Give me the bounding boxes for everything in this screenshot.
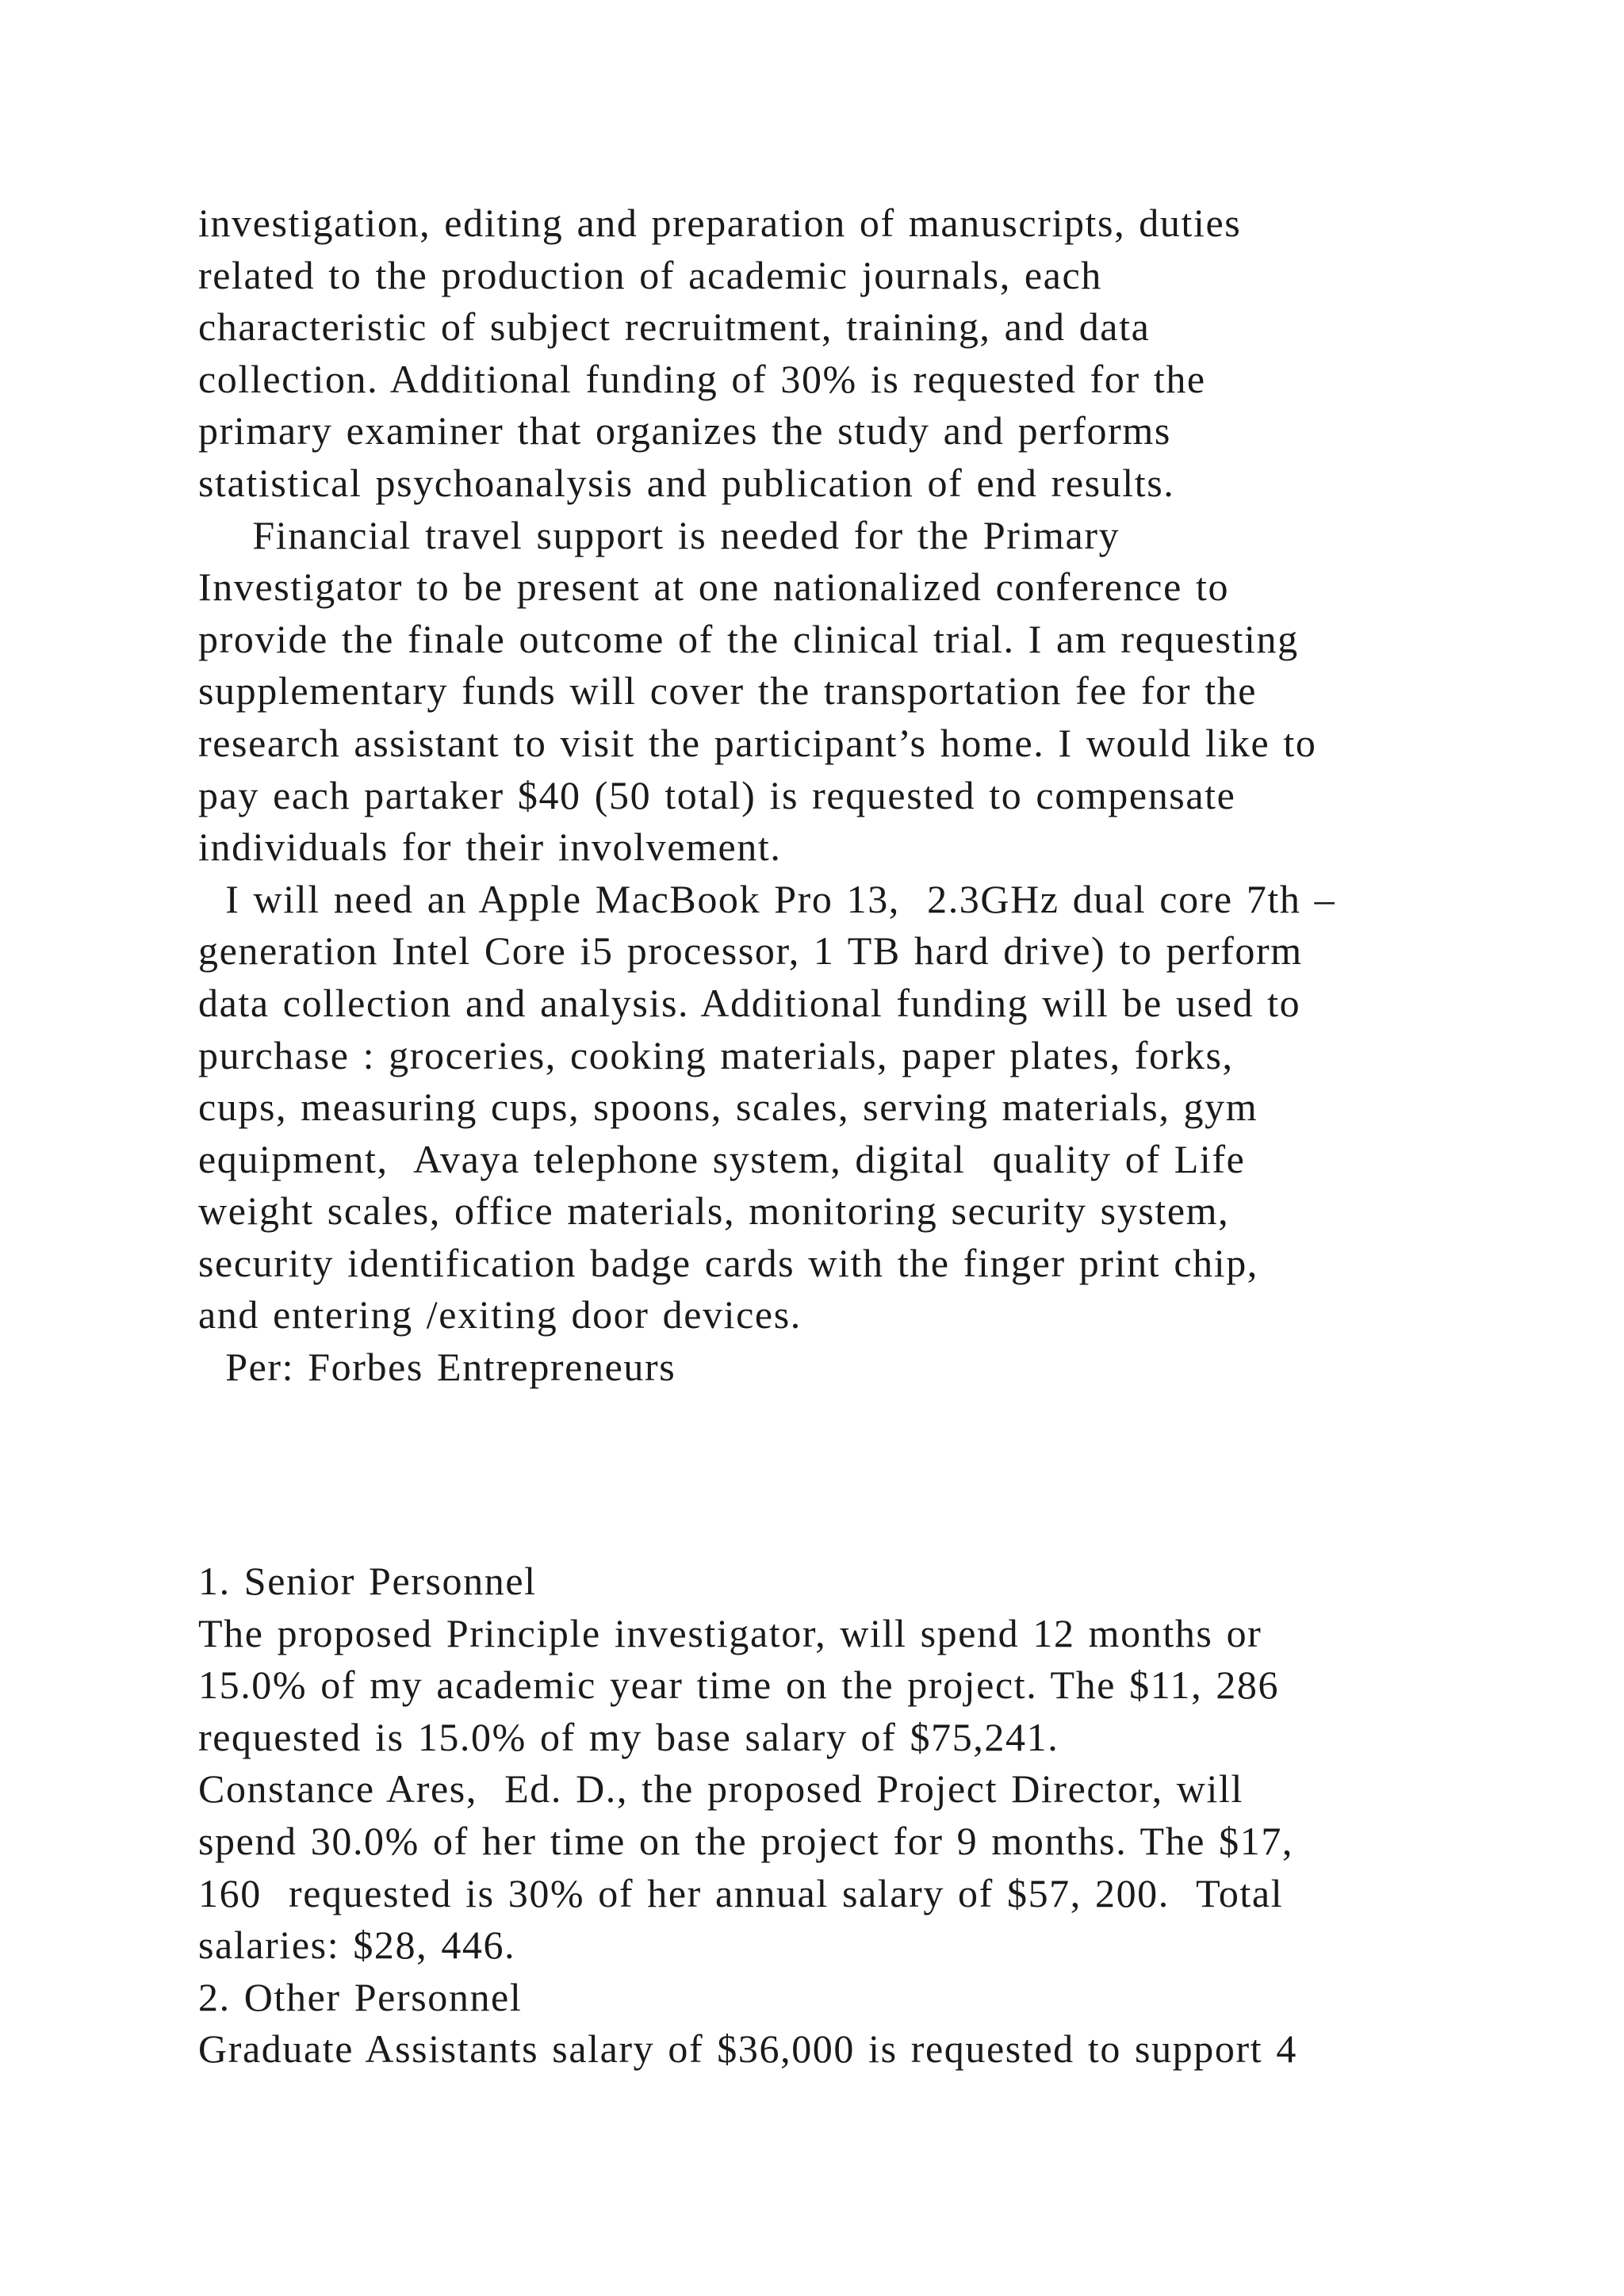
text-line: salaries: $28, 446. — [198, 1923, 516, 1968]
text-line: data collection and analysis. Additional funding will be used to — [198, 980, 1301, 1025]
text-line: Constance Ares, Ed. D., the proposed Project Director, will — [198, 1766, 1243, 1812]
text-line: equipment, Avaya telephone system, digital quality of Life — [198, 1136, 1246, 1181]
text-line: 160 requested is 30% of her annual salary of $57, 200. Total — [198, 1870, 1284, 1915]
text-line: purchase : groceries, cooking materials, paper plates, forks, — [198, 1032, 1234, 1077]
text-line: generation Intel Core i5 processor, 1 TB hard drive) to perform — [198, 928, 1303, 974]
text-line: pay each partaker $40 (50 total) is requested to compensate — [198, 772, 1236, 817]
text-line: The proposed Principle investigator, will spend 12 months or — [198, 1610, 1262, 1655]
text-line: provide the finale outcome of the clinical trial. I am requesting — [198, 616, 1299, 661]
text-line: weight scales, office materials, monitoring security system, — [198, 1188, 1230, 1234]
text-line: primary examiner that organizes the study and performs — [198, 408, 1171, 453]
text-line: related to the production of academic journals, each — [198, 252, 1102, 297]
section-heading-senior-personnel: 1. Senior Personnel — [198, 1559, 537, 1603]
personnel-section — [198, 1556, 1507, 2076]
text-line: security identification badge cards with the finger print chip, — [198, 1240, 1258, 1285]
text-line: spend 30.0% of her time on the project for 9 months. The $17, — [198, 1818, 1294, 1863]
text-line: research assistant to visit the participant’s home. I would like to — [198, 720, 1317, 765]
text-line: cups, measuring cups, spoons, scales, serving materials, gym — [198, 1085, 1258, 1130]
text-line: Financial travel support is needed for the Primary — [198, 512, 1120, 557]
section-heading-other-personnel: 2. Other Personnel — [198, 1974, 523, 2019]
text-line: collection. Additional funding of 30% is requested for the — [198, 356, 1206, 401]
budget-justification-text — [198, 197, 1507, 1394]
text-line: I will need an Apple MacBook Pro 13, 2.3GHz dual core 7th – — [198, 876, 1336, 921]
text-line: requested is 15.0% of my base salary of $75,241. — [198, 1714, 1059, 1759]
text-line: and entering /exiting door devices. — [198, 1292, 802, 1337]
text-line: Graduate Assistants salary of $36,000 is requested to support 4 — [198, 2026, 1297, 2072]
text-line: supplementary funds will cover the transportation fee for the — [198, 668, 1258, 714]
text-line: characteristic of subject recruitment, training, and data — [198, 304, 1151, 350]
text-line: 15.0% of my academic year time on the project. The $11, 286 — [198, 1663, 1280, 1708]
text-line: Investigator to be present at one nationalized conference to — [198, 564, 1230, 610]
text-line: statistical psychoanalysis and publication of end results. — [198, 460, 1175, 505]
attribution-line: Per: Forbes Entrepreneurs — [198, 1345, 676, 1390]
text-line: investigation, editing and preparation of manuscripts, duties — [198, 201, 1242, 245]
text-line: individuals for their involvement. — [198, 825, 782, 870]
